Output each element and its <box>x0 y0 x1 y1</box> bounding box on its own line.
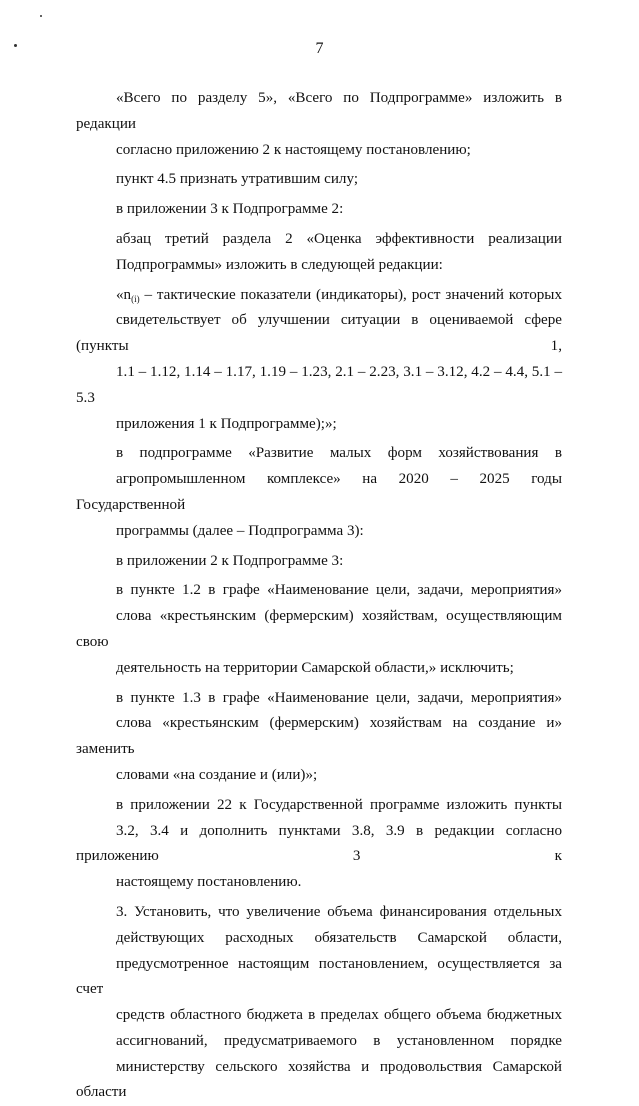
paragraph <box>76 86 562 163</box>
formula-subscript: (i) <box>131 293 140 304</box>
text-line: словами «на создание и (или)»; <box>116 766 318 783</box>
text-line: ассигнований, предусматриваемого в установленном порядке <box>116 1032 562 1049</box>
text-line: в подпрограмме «Развитие малых форм хозяйствования в <box>116 445 562 462</box>
paragraph <box>76 578 562 681</box>
paragraph: в приложении 3 к Подпрограмме 2: <box>116 201 344 218</box>
text-line: в пункте 1.3 в графе «Наименование цели, задачи, мероприятия» <box>116 689 562 706</box>
text-line: в приложении 22 к Государственной программе изложить пункты <box>116 796 562 813</box>
paragraph: в приложении 2 к Подпрограмме 3: <box>116 552 344 569</box>
paragraph: пункт 4.5 признать утратившим силу; <box>116 171 359 188</box>
paragraph <box>76 686 562 789</box>
text-fragment: – тактические показатели (индикаторы), рост значений которых <box>139 286 562 303</box>
text-line: действующих расходных обязательств Самарской области, <box>116 929 562 946</box>
text-line: приложения 1 к Подпрограмме);»; <box>116 415 337 432</box>
text-line: министерству сельского хозяйства и продовольствия Самарской области <box>76 1058 562 1101</box>
text-line: 1.1 – 1.12, 1.14 – 1.17, 1.19 – 1.23, 2.1 – 2.23, 3.1 – 3.12, 4.2 – 4.4, 5.1 – 5.3 <box>76 363 562 406</box>
text-line: абзац третий раздела 2 «Оценка эффективности реализации <box>116 230 562 247</box>
paragraph <box>76 793 562 896</box>
text-line: агропромышленном комплексе» на 2020 – 2025 годы Государственной <box>76 471 562 513</box>
text-line: в пункте 1.2 в графе «Наименование цели, задачи, мероприятия» <box>116 582 562 599</box>
text-line: средств областного бюджета в пределах общего объема бюджетных <box>116 1007 562 1024</box>
text-line: слова «крестьянским (фермерским) хозяйствам, осуществляющим свою <box>76 608 562 650</box>
text-line: «Всего по разделу 5», «Всего по Подпрограмме» изложить в редакции <box>76 90 562 132</box>
text-line: 3. Установить, что увеличение объема финансирования отдельных <box>116 903 562 920</box>
text-line <box>76 283 562 309</box>
text-line: деятельность на территории Самарской области,» исключить; <box>116 659 514 676</box>
document-body <box>76 86 562 1106</box>
paragraph <box>76 900 562 1106</box>
text-line: слова «крестьянским (фермерским) хозяйствам на создание и» заменить <box>76 715 562 758</box>
text-line: программы (далее – Подпрограмма 3): <box>116 522 364 539</box>
paragraph <box>76 227 562 279</box>
text-line: согласно приложению 2 к настоящему постановлению; <box>116 141 471 158</box>
paragraph <box>76 441 562 544</box>
text-line: предусмотренное настоящим постановлением, осуществляется за счет <box>76 955 562 998</box>
page-number: 7 <box>315 40 324 57</box>
formula-symbol: «n <box>116 286 132 303</box>
paragraph <box>76 283 562 438</box>
text-line: настоящему постановлению. <box>116 874 302 891</box>
scan-speck <box>40 15 42 17</box>
text-line: 3.2, 3.4 и дополнить пунктами 3.8, 3.9 в редакции согласно приложению 3 к <box>76 822 562 865</box>
text-line: Подпрограммы» изложить в следующей редакции: <box>116 256 443 273</box>
text-line: свидетельствует об улучшении ситуации в оцениваемой сфере (пункты 1, <box>76 312 562 355</box>
